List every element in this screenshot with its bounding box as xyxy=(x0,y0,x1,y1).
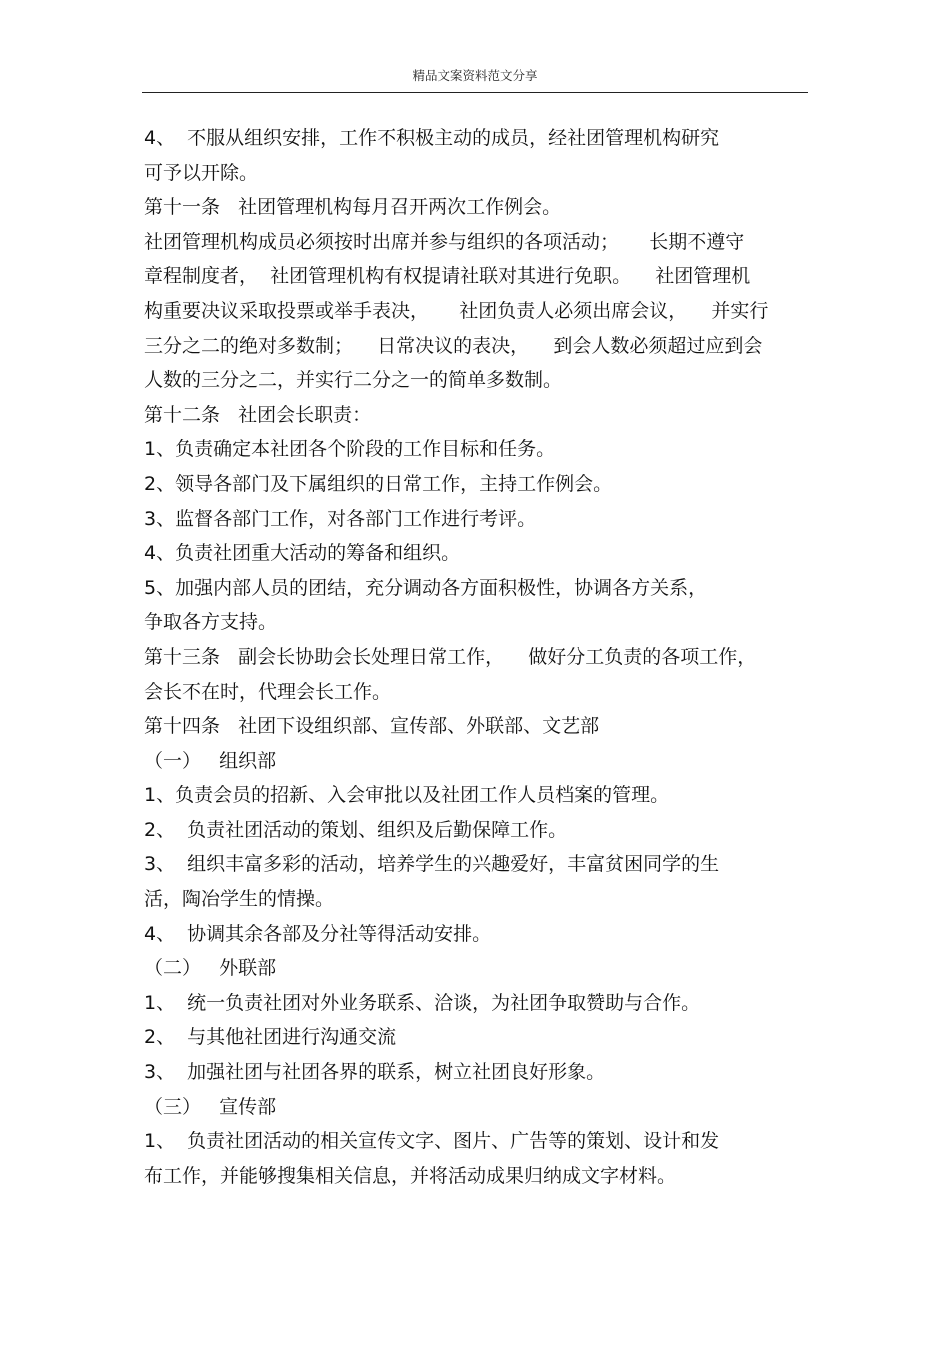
clause-12-item: 3、监督各部门工作，对各部门工作进行考评。 xyxy=(144,507,537,530)
line-clause-10-item-4-cont: 可予以开除。 xyxy=(144,161,259,184)
organization-dept-item-cont: 活，陶冶学生的情操。 xyxy=(144,888,335,911)
clause-11-paragraph-line: 构重要决议采取投票或举手表决， 社团负责人必须出席会议， 并实行 xyxy=(144,299,769,322)
organization-dept-item: 2、 负责社团活动的策划、组织及后勤保障工作。 xyxy=(144,818,568,841)
organization-dept-item: 4、 协调其余各部及分社等得活动安排。 xyxy=(144,922,492,945)
clause-12-heading: 第十二条 社团会长职责： xyxy=(144,403,372,426)
clause-12-item: 1、负责确定本社团各个阶段的工作目标和任务。 xyxy=(144,438,556,461)
section-publicity-dept: （三） 宣传部 xyxy=(144,1095,277,1118)
clause-13-cont: 会长不在时，代理会长工作。 xyxy=(144,680,392,703)
clause-12-item: 4、负责社团重大活动的筹备和组织。 xyxy=(144,542,461,565)
publicity-dept-item: 1、 负责社团活动的相关宣传文字、图片、广告等的策划、设计和发 xyxy=(144,1130,720,1153)
clause-11-paragraph-line: 人数的三分之二，并实行二分之一的简单多数制。 xyxy=(144,369,563,392)
clause-11-paragraph-line: 三分之二的绝对多数制； 日常决议的表决， 到会人数必须超过应到会 xyxy=(144,334,763,357)
section-organization-dept: （一） 组织部 xyxy=(144,749,277,772)
external-relations-dept-item: 2、 与其他社团进行沟通交流 xyxy=(144,1026,397,1049)
clause-12-item: 2、领导各部门及下属组织的日常工作，主持工作例会。 xyxy=(144,472,613,495)
clause-14-heading: 第十四条 社团下设组织部、宣传部、外联部、文艺部 xyxy=(144,715,600,738)
line-clause-10-item-4: 4、 不服从组织安排，工作不积极主动的成员，经社团管理机构研究 xyxy=(144,127,720,149)
section-external-relations-dept: （二） 外联部 xyxy=(144,957,277,980)
organization-dept-item: 3、 组织丰富多彩的活动，培养学生的兴趣爱好，丰富贫困同学的生 xyxy=(144,853,720,876)
clause-11-heading: 第十一条 社团管理机构每月召开两次工作例会。 xyxy=(144,196,562,219)
clause-11-paragraph-line: 社团管理机构成员必须按时出席并参与组织的各项活动； 长期不遵守 xyxy=(144,230,745,253)
clause-12-item-cont: 争取各方支持。 xyxy=(144,611,278,634)
external-relations-dept-item: 1、 统一负责社团对外业务联系、洽谈，为社团争取赞助与合作。 xyxy=(144,991,701,1014)
page-header xyxy=(142,64,808,93)
clause-12-item: 5、加强内部人员的团结，充分调动各方面积极性，协调各方关系， xyxy=(144,576,708,599)
external-relations-dept-item: 3、 加强社团与社团各界的联系，树立社团良好形象。 xyxy=(144,1061,606,1084)
header-title: 精品文案资料范文分享 xyxy=(412,68,538,83)
clause-11-paragraph-line: 章程制度者， 社团管理机构有权提请社联对其进行免职。 社团管理机 xyxy=(144,265,751,288)
clause-13-heading: 第十三条 副会长协助会长处理日常工作， 做好分工负责的各项工作， xyxy=(144,645,757,668)
document-body xyxy=(144,121,814,1193)
organization-dept-item: 1、负责会员的招新、入会审批以及社团工作人员档案的管理。 xyxy=(144,784,670,807)
publicity-dept-item-cont: 布工作，并能够搜集相关信息，并将活动成果归纳成文字材料。 xyxy=(144,1164,677,1187)
